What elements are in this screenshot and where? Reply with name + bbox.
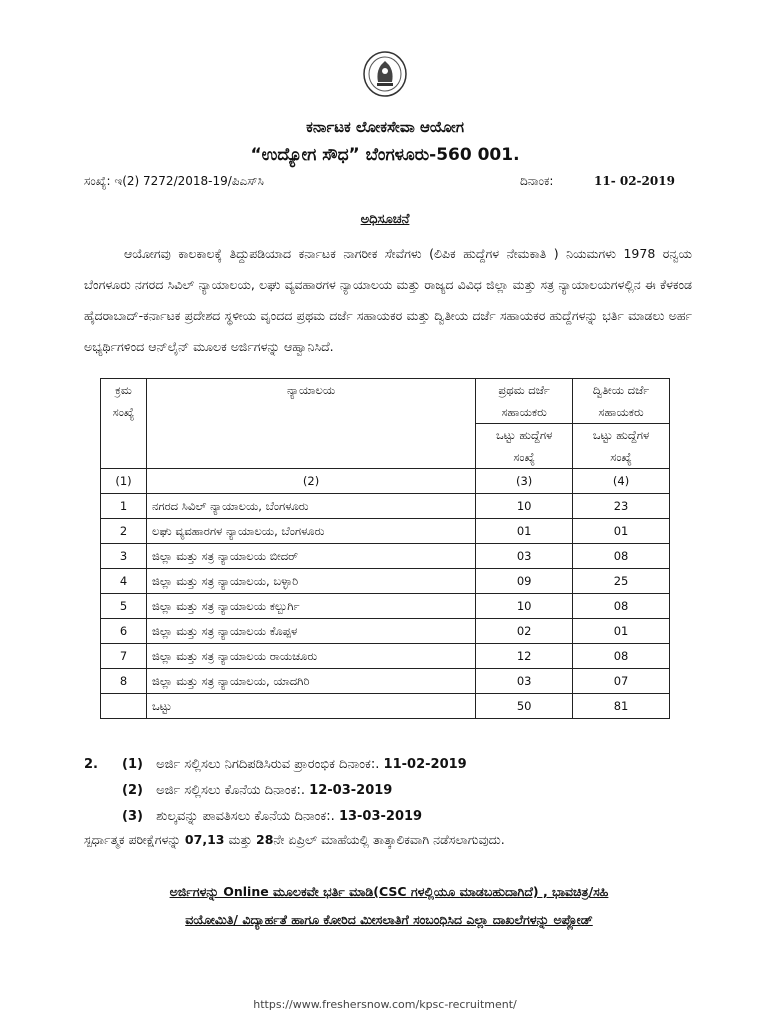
date-value: 11- 02-2019	[594, 174, 675, 188]
date-item-1: 2. (1) ಅರ್ಜಿ ಸಲ್ಲಿಸಲು ನಿಗದಿಪಡಿಸಿರುವ ಪ್ರಾರಂಭಿಕ ದಿನಾಂಕ:. 11-02-2019	[84, 757, 467, 772]
table-row: 2 ಲಘು ವ್ಯವಹಾರಗಳ ನ್ಯಾಯಾಲಯ, ಬೆಂಗಳೂರು 01 01	[101, 519, 670, 544]
vacancy-table	[100, 378, 670, 719]
table-row: 6 ಜಿಲ್ಲಾ ಮತ್ತು ಸತ್ರ ನ್ಯಾಯಾಲಯ ಕೊಪ್ಪಳ 02 01	[101, 619, 670, 644]
court-header: ನ್ಯಾಯಾಲಯ	[146, 379, 475, 469]
source-url[interactable]: https://www.freshersnow.com/kpsc-recruitment/	[253, 998, 517, 1011]
application-instructions	[84, 878, 694, 934]
table-header-row	[101, 379, 670, 424]
sda-total-posts-header: ಒಟ್ಟು ಹುದ್ದೆಗಳ ಸಂಖ್ಯೆ	[573, 424, 670, 469]
exam-schedule: ಸ್ಪರ್ಧಾತ್ಮಕ ಪರೀಕ್ಷೆಗಳನ್ನು 07,13 ಮತ್ತು 28ನೇ ಏಪ್ರಿಲ್ ಮಾಹೆಯಲ್ಲಿ ತಾತ್ಕಾಲಿಕವಾಗಿ ನಡೆಸಲಾಗುವುದು.	[84, 832, 505, 847]
fda-total-posts-header: ಒಟ್ಟು ಹುದ್ದೆಗಳ ಸಂಖ್ಯೆ	[476, 424, 573, 469]
table-row: 5 ಜಿಲ್ಲಾ ಮತ್ತು ಸತ್ರ ನ್ಯಾಯಾಲಯ ಕಲ್ಬುರ್ಗಿ 10 08	[101, 594, 670, 619]
org-name: ಕರ್ನಾಟಕ ಲೋಕಸೇವಾ ಆಯೋಗ	[306, 118, 464, 136]
apply-line-1: ಅರ್ಜಿಗಳನ್ನು Online ಮೂಲಕವೇ ಭರ್ತಿ ಮಾಡಿ(CSC ಗಳಲ್ಲಿಯೂ ಮಾಡಬಹುದಾಗಿದೆ) , ಭಾವಚಿತ್ರ/ಸಹಿ	[169, 884, 609, 899]
table-total-row: ಒಟ್ಟು 50 81	[101, 694, 670, 719]
important-dates	[84, 752, 467, 830]
notification-body-text: ಆಯೋಗವು ಕಾಲಕಾಲಕ್ಕೆ ತಿದ್ದುಪಡಿಯಾದ ಕರ್ನಾಟಕ ನಾಗರೀಕ ಸೇವೆಗಳು (ಲಿಪಿಕ ಹುದ್ದೆಗಳ ನೇಮಕಾತಿ ) ನಿಯಮಗಳು 1978 ರನ್ವಯ ಬೆಂಗಳೂರು ನಗರದ ಸಿವಿಲ್ ನ್ಯಾಯಾಲಯ, ಲಘು ವ್ಯವಹಾರಗಳ ನ್ಯಾಯಾಲಯ ಮತ್ತು ರಾಜ್ಯದ ವಿವಿಧ ಜಿಲ್ಲಾ ಮತ್ತು ಸತ್ರ ನ್ಯಾಯಾಲಯಗಳಲ್ಲಿನ ಈ ಕೆಳಕಂಡ ಹೈದರಾಬಾದ್-ಕರ್ನಾಟಕ ಪ್ರದೇಶದ ಸ್ಥಳೀಯ ವೃಂದದ ಪ್ರಥಮ ದರ್ಜೆ ಸಹಾಯಕರ ಮತ್ತು ದ್ವಿತೀಯ ದರ್ಜೆ ಸಹಾಯಕರ ಹುದ್ದೆಗಳನ್ನು ಭರ್ತಿ ಮಾಡಲು ಅರ್ಹ ಅಭ್ಯರ್ಥಿಗಳಿಂದ ಆನ್‌ಲೈನ್ ಮೂಲಕ ಅರ್ಜಿಗಳನ್ನು ಆಹ್ವಾನಿಸಿದೆ.	[84, 246, 692, 354]
karnataka-government-emblem-icon	[362, 50, 408, 98]
date-item-2: (2) ಅರ್ಜಿ ಸಲ್ಲಿಸಲು ಕೊನೆಯ ದಿನಾಂಕ:. 12-03-2019	[122, 783, 393, 798]
table-row: 1 ನಗರದ ಸಿವಿಲ್ ನ್ಯಾಯಾಲಯ, ಬೆಂಗಳೂರು 10 23	[101, 494, 670, 519]
notification-title: ಅಧಿಸೂಚನೆ	[360, 212, 410, 227]
notification-body	[84, 238, 692, 362]
fda-header: ಪ್ರಥಮ ದರ್ಜೆ ಸಹಾಯಕರು	[476, 379, 573, 424]
column-number-row: (1) (2) (3) (4)	[101, 469, 670, 494]
table-row: 3 ಜಿಲ್ಲಾ ಮತ್ತು ಸತ್ರ ನ್ಯಾಯಾಲಯ ಬೀದರ್ 03 08	[101, 544, 670, 569]
table-row: 4 ಜಿಲ್ಲಾ ಮತ್ತು ಸತ್ರ ನ್ಯಾಯಾಲಯ, ಬಳ್ಳಾರಿ 09 25	[101, 569, 670, 594]
reference-number: ಸಂಖ್ಯೆ: ಇ(2) 7272/2018-19/ಪಿಎಸ್‌ಸಿ	[84, 174, 264, 188]
sda-header: ದ್ವಿತೀಯ ದರ್ಜೆ ಸಹಾಯಕರು	[573, 379, 670, 424]
org-address: “ಉದ್ಯೋಗ ಸೌಧ” ಬೆಂಗಳೂರು-560 001.	[250, 145, 520, 165]
table-row: 8 ಜಿಲ್ಲಾ ಮತ್ತು ಸತ್ರ ನ್ಯಾಯಾಲಯ, ಯಾದಗಿರಿ 03 07	[101, 669, 670, 694]
sl-no-header: ಕ್ರಮ ಸಂಖ್ಯೆ	[101, 379, 147, 469]
date-label: ದಿನಾಂಕ:	[520, 174, 554, 188]
table-row: 7 ಜಿಲ್ಲಾ ಮತ್ತು ಸತ್ರ ನ್ಯಾಯಾಲಯ ರಾಯಚೂರು 12 08	[101, 644, 670, 669]
date-item-3: (3) ಶುಲ್ಕವನ್ನು ಪಾವತಿಸಲು ಕೊನೆಯ ದಿನಾಂಕ:. 13-03-2019	[122, 809, 423, 824]
apply-line-2: ವಯೋಮಿತಿ/ ವಿದ್ಯಾರ್ಹತೆ ಹಾಗೂ ಕೋರಿದ ಮೀಸಲಾತಿಗೆ ಸಂಬಂಧಿಸಿದ ಎಲ್ಲಾ ದಾಖಲೆಗಳನ್ನು ಅಪ್ಲೋಡ್	[185, 912, 593, 927]
